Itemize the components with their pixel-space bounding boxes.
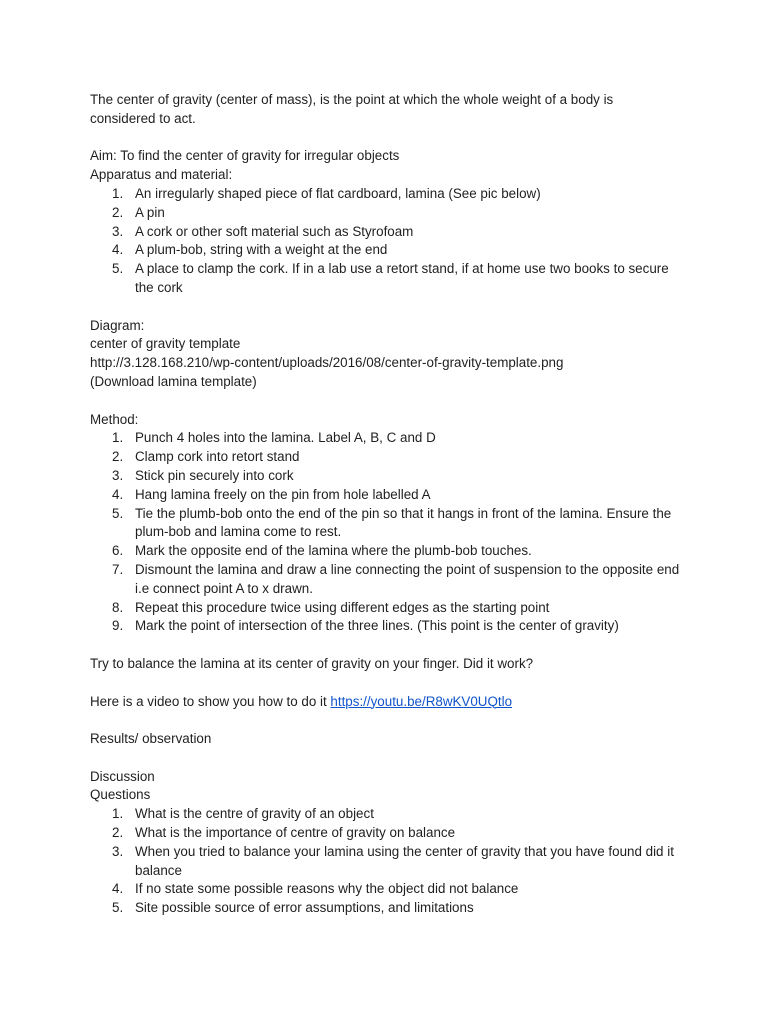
balance-question: Try to balance the lamina at its center of gravity on your finger. Did it work?	[90, 655, 534, 671]
list-item: 2. Clamp cork into retort stand	[112, 449, 300, 465]
list-item: 1. What is the centre of gravity of an object	[112, 806, 374, 822]
method-heading: Method:	[90, 411, 139, 427]
list-item: 6. Mark the opposite end of the lamina where the plumb-bob touches.	[112, 543, 532, 559]
list-item: 3. Stick pin securely into cork	[112, 467, 294, 483]
list-item: 5. A place to clamp the cork. If in a lab use a retort stand, if at home use two books to secure the cork	[112, 261, 669, 295]
video-line	[90, 693, 682, 712]
method-list	[90, 429, 682, 636]
questions-heading: Questions	[90, 787, 151, 803]
list-item: 1. Punch 4 holes into the lamina. Label A, B, C and D	[112, 430, 436, 446]
apparatus-list	[90, 185, 682, 298]
list-item: 1. An irregularly shaped piece of flat cardboard, lamina (See pic below)	[112, 185, 541, 201]
list-item: 9. Mark the point of intersection of the three lines. (This point is the center of gravity)	[112, 618, 619, 634]
document-body	[90, 91, 682, 918]
questions-list	[90, 805, 682, 918]
apparatus-heading: Apparatus and material:	[90, 167, 233, 183]
list-item: 4. A plum-bob, string with a weight at the end	[112, 242, 388, 258]
intro-paragraph: The center of gravity (center of mass), is the point at which the whole weight of a body is considered to act.	[90, 92, 614, 126]
list-item: 2. A pin	[112, 204, 165, 220]
list-item: 5. Tie the plumb-bob onto the end of the pin so that it hangs in front of the lamina. Ensure the plum-bob and lamina come to rest.	[112, 505, 672, 540]
video-text: Here is a video to show you how to do it	[90, 693, 331, 709]
list-item: 3. A cork or other soft material such as Styrofoam	[112, 223, 414, 239]
list-item: 4. Hang lamina freely on the pin from hole labelled A	[112, 486, 431, 502]
list-item: 3. When you tried to balance your lamina using the center of gravity that you have found did it balance	[112, 843, 674, 878]
video-link[interactable]: https://youtu.be/R8wKV0UQtlo	[330, 693, 513, 709]
list-item: 5. Site possible source of error assumptions, and limitations	[112, 900, 474, 916]
download-template-text: (Download lamina template)	[90, 373, 257, 389]
diagram-url: http://3.128.168.210/wp-content/uploads/2016/08/center-of-gravity-template.png	[90, 355, 564, 371]
list-item: 8. Repeat this procedure twice using different edges as the starting point	[112, 599, 550, 615]
results-heading: Results/ observation	[90, 731, 212, 747]
diagram-caption: center of gravity template	[90, 336, 241, 352]
aim-line: Aim: To find the center of gravity for irregular objects	[90, 148, 400, 164]
list-item: 4. If no state some possible reasons why the object did not balance	[112, 881, 519, 897]
list-item: 2. What is the importance of centre of gravity on balance	[112, 825, 456, 841]
diagram-heading: Diagram:	[90, 317, 145, 333]
list-item: 7. Dismount the lamina and draw a line connecting the point of suspension to the opposite end i.e connect point A to x drawn.	[112, 561, 680, 596]
discussion-heading: Discussion	[90, 768, 155, 784]
